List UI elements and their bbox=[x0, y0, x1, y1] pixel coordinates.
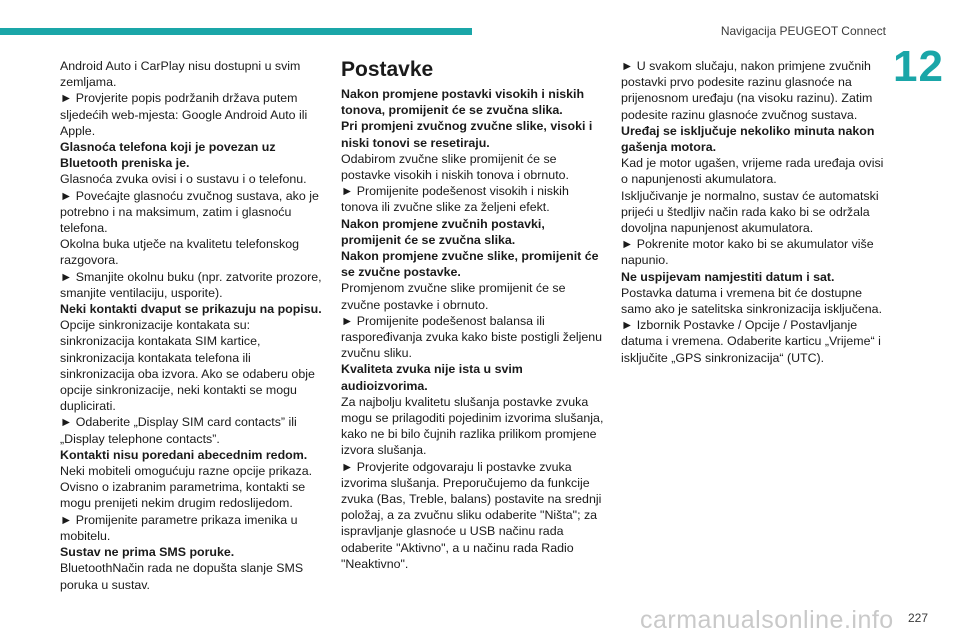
bold-question-paragraph: Kontakti nisu poredani abecednim redom. bbox=[60, 447, 308, 462]
bold-question-paragraph: Sustav ne prima SMS poruke. bbox=[60, 545, 235, 560]
body-paragraph: Glasnoća zvuka ovisi i o sustavu i o telefonu. bbox=[60, 172, 307, 187]
body-paragraph: ► U svakom slučaju, nakon primjene zvučnih postavki prvo podesite razinu glasnoće na prijenosnom uređaju (na visoku razinu). Zatim podesite razinu glasnoće zvučnog sustava. bbox=[621, 59, 873, 122]
body-paragraph: Neki mobiteli omogućuju razne opcije prikaza. Ovisno o izabranim parametrima, kontakti se mogu prenijeti nekim drugim redoslijedom. bbox=[60, 464, 313, 511]
watermark-text: carmanualsonline.info bbox=[640, 606, 894, 634]
header-accent-bar bbox=[0, 28, 472, 35]
body-paragraph: ► Provjerite odgovaraju li postavke zvuka izvorima slušanja. Preporučujemo da funkcije zvuka (Bas, Treble, balans) postavite na srednji položaj, a za zvučnu sliku odaberite "Ništa"; za ispravljanje glasnoće u USB načinu rada odaberite "Aktivno", a u načinu rada Radio "Neaktivno". bbox=[341, 459, 602, 571]
body-paragraph: ► Smanjite okolnu buku (npr. zatvorite prozore, smanjite ventilaciju, usporite). bbox=[60, 269, 322, 300]
body-paragraph: ► Pokrenite motor kako bi se akumulator više napunio. bbox=[621, 237, 874, 268]
body-paragraph: Android Auto i CarPlay nisu dostupni u svim zemljama. bbox=[60, 59, 301, 90]
bold-question-paragraph: Ne uspijevam namjestiti datum i sat. bbox=[621, 269, 835, 284]
bold-question-paragraph: Uređaj se isključuje nekoliko minuta nakon gašenja motora. bbox=[621, 123, 875, 155]
body-paragraph: ► Promijenite podešenost visokih i niskih tonova ili zvučne slike za željeni efekt. bbox=[341, 184, 569, 215]
body-paragraph: Isključivanje je normalno, sustav će automatski prijeći u štedljiv način rada kako bi se održala dovoljna napunjenost akumulatora. bbox=[621, 188, 879, 236]
body-paragraph: ► Izbornik Postavke / Opcije / Postavljanje datuma i vremena. Odaberite karticu „Vrijeme“ i isključite „GPS sinkronizacija“ (UTC). bbox=[621, 318, 881, 365]
bold-question-paragraph: Nakon promjene zvučnih postavki, promijenit će se zvučna slika. bbox=[341, 216, 545, 247]
bold-question-paragraph: Kvaliteta zvuka nije ista u svim audioizvorima. bbox=[341, 362, 523, 393]
body-paragraph: Kad je motor ugašen, vrijeme rada uređaja ovisi o napunjenosti akumulatora. bbox=[621, 156, 884, 187]
text-column-right bbox=[621, 58, 885, 366]
bold-question-paragraph: Nakon promjene postavki visokih i niskih tonova, promijenit će se zvučna slika. bbox=[341, 87, 585, 118]
body-paragraph: ► Promijenite podešenost balansa ili raspoređivanja zvuka kako biste postigli željenu zvučnu sliku. bbox=[341, 313, 603, 361]
body-paragraph: BluetoothNačin rada ne dopušta slanje SMS poruka u sustav. bbox=[60, 561, 304, 592]
text-column-left bbox=[60, 58, 324, 593]
bold-question-paragraph: Neki kontakti dvaput se prikazuju na popisu. bbox=[60, 302, 322, 317]
body-paragraph: ► Promijenite parametre prikaza imenika u mobitelu. bbox=[60, 512, 298, 543]
body-paragraph: Opcije sinkronizacije kontakata su: sinkronizacija kontakata SIM kartice, sinkronizacija kontakata telefona ili sinkronizacija oba izvora. Ako se odaberu obje opcije sinkronizacije, neki kontakti se mogu duplicirati. bbox=[60, 318, 315, 414]
body-paragraph: Postavka datuma i vremena bit će dostupne samo ako je satelitska sinkronizacija isključena. bbox=[621, 285, 883, 317]
bold-question-paragraph: Glasnoća telefona koji je povezan uz Bluetooth preniska je. bbox=[60, 140, 276, 171]
page-number: 227 bbox=[907, 611, 928, 625]
body-paragraph: Za najbolju kvalitetu slušanja postavke zvuka mogu se prilagoditi pojedinim izvorima slušanja, kako ne bi bilo čujnih razlika prilikom promjene izvora slušanja. bbox=[341, 394, 604, 458]
bold-question-paragraph: Pri promjeni zvučnog zvučne slike, visoki i niski tonovi se resetiraju. bbox=[341, 119, 593, 150]
section-heading: Postavke bbox=[341, 58, 434, 81]
text-column-middle bbox=[341, 58, 605, 572]
chapter-number: 12 bbox=[893, 42, 944, 91]
bold-question-paragraph: Nakon promjene zvučne slike, promijenit će se zvučne postavke. bbox=[341, 249, 599, 280]
running-header-title: Navigacija PEUGEOT Connect bbox=[720, 24, 886, 38]
body-paragraph: Okolna buka utječe na kvalitetu telefonskog razgovora. bbox=[60, 237, 300, 268]
body-paragraph: Promjenom zvučne slike promijenit će se zvučne postavke i obrnuto. bbox=[341, 281, 566, 312]
body-paragraph: ► Provjerite popis podržanih država putem sljedećih web-mjesta: Google Android Auto ili Apple. bbox=[60, 91, 308, 138]
body-paragraph: Odabirom zvučne slike promijenit će se postavke visokih i niskih tonova i obrnuto. bbox=[341, 151, 569, 183]
body-paragraph: ► Povećajte glasnoću zvučnog sustava, ako je potrebno i na maksimum, zatim i glasnoću telefona. bbox=[60, 188, 319, 236]
body-paragraph: ► Odaberite „Display SIM card contacts” ili „Display telephone contacts”. bbox=[60, 415, 297, 446]
